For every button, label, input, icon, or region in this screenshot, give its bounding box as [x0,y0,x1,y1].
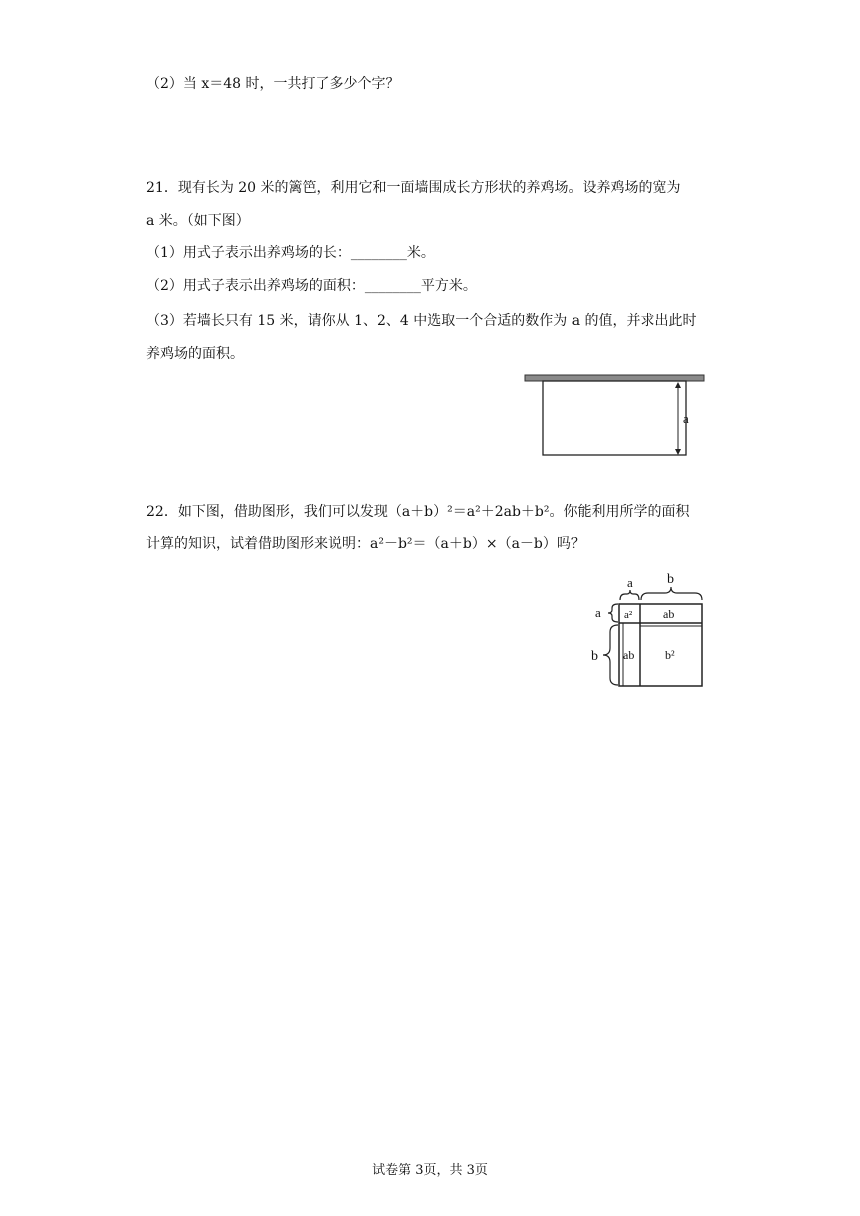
q21-part2: （2）用式子表示出养鸡场的面积：________平方米。 [146,278,477,294]
left-brace-b [603,625,618,685]
left-brace-a [608,604,618,622]
q21-part1: （1）用式子表示出养鸡场的长：________米。 [146,245,435,261]
width-label: a [683,411,689,426]
top-brace-a [620,590,639,600]
q20-part2: （2）当 x＝48 时，一共打了多少个字？ [146,76,400,92]
q22-stem-line2: 计算的知识，试着借助图形来说明：a²－b²＝（a＋b）×（a－b）吗？ [146,536,585,552]
top-brace-b [641,587,702,600]
q21-part3-line1: （3）若墙长只有 15 米，请你从 1、2、4 中选取一个合适的数作为 a 的值，并求出此时 [146,313,697,329]
q21-figure [520,370,710,462]
cell-ab-top: ab [663,607,675,621]
arrow-up-icon [675,382,681,388]
arrow-down-icon [675,449,681,455]
left-label-a: a [595,605,601,620]
top-label-b: b [667,572,674,587]
q21-stem-line1: 21．现有长为 20 米的篱笆，利用它和一面墙围成长方形状的养鸡场。设养鸡场的宽为 [146,180,681,196]
cell-a-squared: a² [624,609,633,621]
q22-stem-line1: 22．如下图，借助图形，我们可以发现（a＋b）²＝a²＋2ab＋b²。你能利用所学的面积 [146,504,690,520]
cell-ab-left: ab [623,648,635,662]
cell-b-squared: b² [665,648,675,662]
q21-stem-line2: a 米。（如下图） [146,213,250,229]
left-label-b: b [591,649,598,664]
q21-part3-line2: 养鸡场的面积。 [146,346,244,362]
wall [525,375,704,381]
page-footer: 试卷第 3页，共 3页 [372,1163,488,1178]
chicken-yard [543,381,686,455]
top-label-a: a [627,575,633,590]
q22-figure [585,570,710,692]
